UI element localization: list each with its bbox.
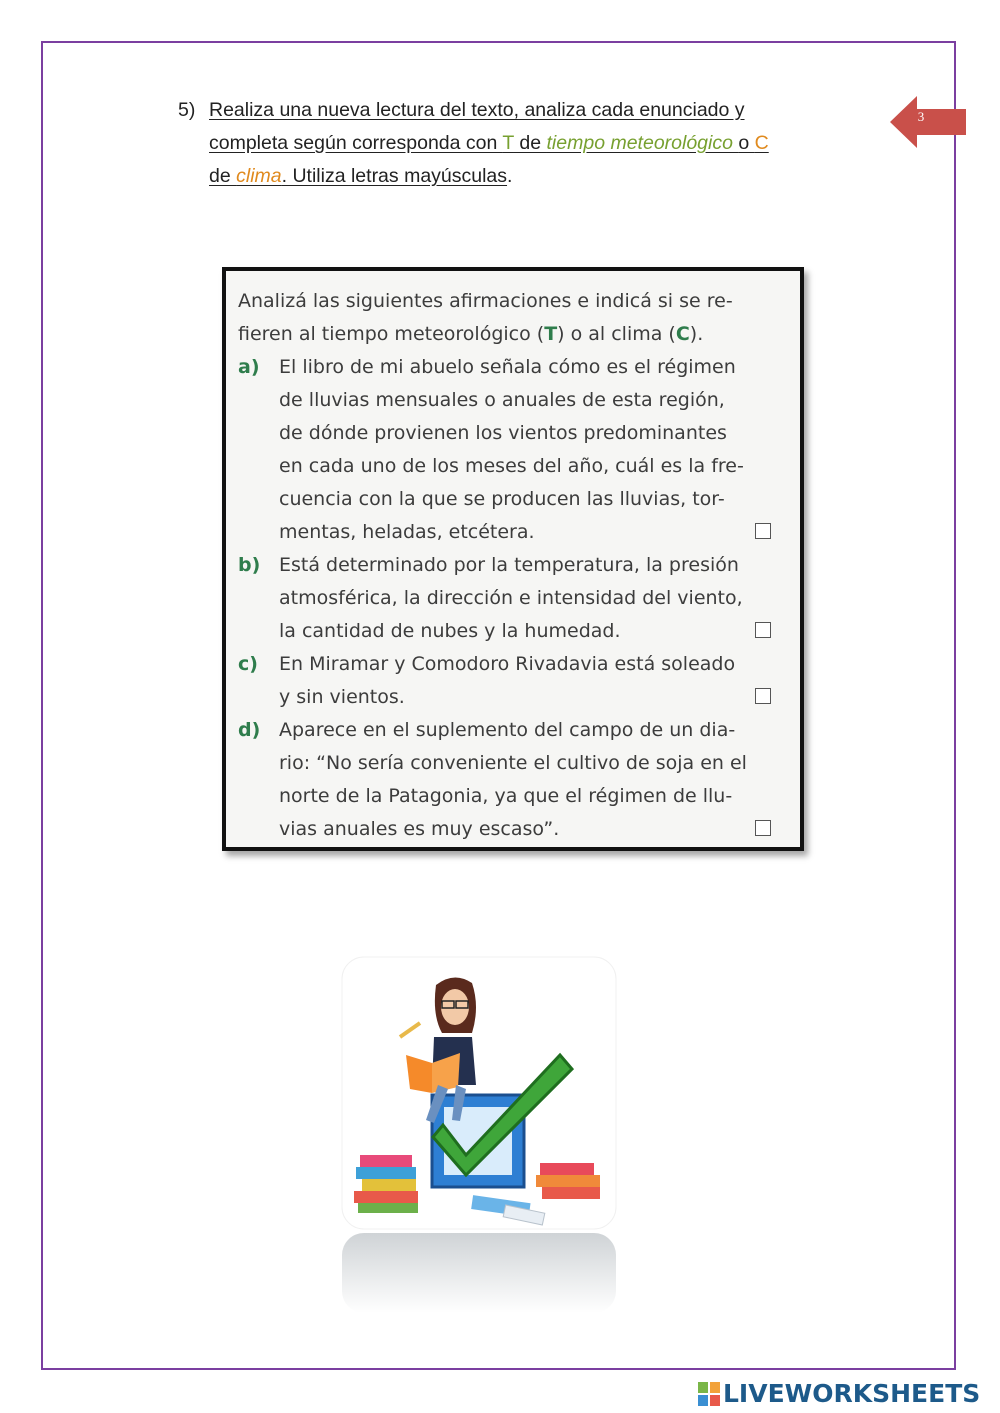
page-number: 3 — [917, 109, 925, 124]
answer-box-d[interactable] — [755, 820, 771, 836]
instruction-line-3a: de — [209, 165, 237, 187]
intro-line-1: Analizá las siguientes afirmaciones e indicá si se re- — [238, 290, 733, 312]
instruction-period: . — [507, 165, 513, 187]
item-a-line: mentas, heladas, etcétera. — [279, 521, 535, 543]
item-b — [238, 549, 783, 648]
exercise-box — [222, 267, 804, 851]
instruction-line-2a: completa según corresponda con — [209, 132, 503, 154]
intro-line-2b: ) o al clima ( — [557, 323, 676, 345]
item-b-line: Está determinado por la temperatura, la presión — [279, 554, 739, 576]
exercise-intro — [238, 285, 778, 351]
letter-c: C — [754, 132, 769, 154]
page-number-badge — [890, 96, 968, 148]
item-b-line: atmosférica, la dirección e intensidad del viento, — [279, 587, 743, 609]
tiempo-meteorologico: tiempo meteorológico — [546, 132, 739, 154]
answer-box-c[interactable] — [755, 688, 771, 704]
intro-line-2a: fieren al tiempo meteorológico ( — [238, 323, 545, 345]
intro-line-2c: ). — [689, 323, 704, 345]
instruction-text — [178, 94, 858, 193]
item-b-line: la cantidad de nubes y la humedad. — [279, 620, 621, 642]
item-a — [238, 351, 783, 549]
item-d-line: rio: “No sería conveniente el cultivo de soja en el — [279, 752, 747, 774]
item-c-line: En Miramar y Comodoro Rivadavia está soleado — [279, 653, 736, 675]
clima: clima — [236, 165, 282, 187]
item-b-letter: b) — [238, 554, 261, 576]
item-d-letter: d) — [238, 719, 261, 741]
instruction-line-1: Realiza una nueva lectura del texto, analiza cada enunciado y — [209, 99, 745, 121]
answer-box-b[interactable] — [755, 622, 771, 638]
answer-box-a[interactable] — [755, 523, 771, 539]
item-a-line: cuencia con la que se producen las lluvias, tor- — [279, 488, 725, 510]
instruction-number: 5) — [178, 99, 196, 121]
brand-name: LIVEWORKSHEETS — [723, 1379, 981, 1408]
instruction-line-2b: de — [513, 132, 547, 154]
intro-letter-c: C — [675, 323, 690, 345]
item-a-line: de dónde provienen los vientos predominantes — [279, 422, 727, 444]
item-c-letter: c) — [238, 653, 258, 675]
item-d — [238, 714, 783, 846]
item-a-line: El libro de mi abuelo señala cómo es el régimen — [279, 356, 736, 378]
item-c — [238, 648, 783, 714]
item-a-line: de lluvias mensuales o anuales de esta región, — [279, 389, 725, 411]
item-d-line: vias anuales es muy escaso”. — [279, 818, 560, 840]
left-arrow-icon — [890, 96, 968, 148]
item-d-line: norte de la Patagonia, ya que el régimen de llu- — [279, 785, 733, 807]
instruction-line-2c: o — [738, 132, 755, 154]
teacher-checkmark-illustration — [340, 955, 618, 1315]
item-a-line: en cada uno de los meses del año, cuál es la fre- — [279, 455, 744, 477]
liveworksheets-logo-icon — [698, 1382, 720, 1406]
item-c-line: y sin vientos. — [279, 686, 405, 708]
item-d-line: Aparece en el suplemento del campo de un dia- — [279, 719, 736, 741]
item-a-letter: a) — [238, 356, 260, 378]
letter-t: T — [502, 132, 514, 154]
intro-letter-t: T — [544, 323, 558, 345]
instruction-line-3b: . Utiliza letras mayúsculas — [281, 165, 508, 187]
